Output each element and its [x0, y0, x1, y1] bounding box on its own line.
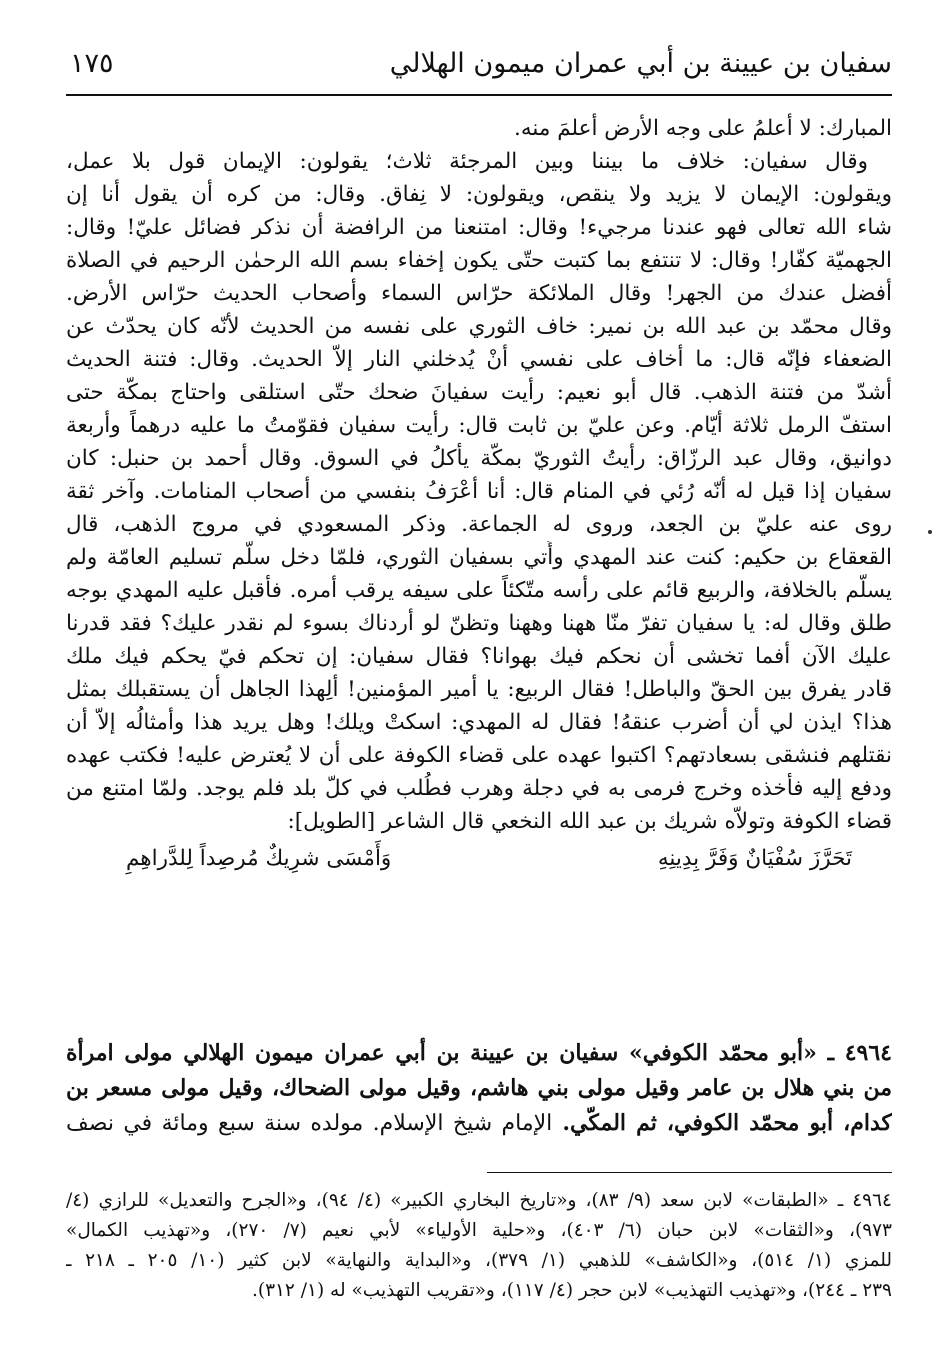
- text-line: الضعفاء فإنّه قال: ما أخاف على نفسي أنْ يُدخلني النار إلاّ الحديث. وقال: فتنة الحديث: [66, 347, 892, 372]
- page-header: [66, 40, 892, 90]
- text-line: استفّ الرمل ثلاثة أيّام. وعن عليّ بن ثابت قال: رأيت سفيان فقوّمتُ ما عليه درهماً وأربعة: [66, 413, 892, 438]
- verse-second-hemistich: وَأَمْسَى شرِيكٌ مُرصِداً لِلدَّراهِمِ: [126, 846, 392, 871]
- poetry-verse: [66, 840, 892, 878]
- verse-first-hemistich: تَحَرَّزَ سُفْيَانٌ وَفَرَّ بِدِينِهِ: [657, 846, 852, 871]
- entry-heading-tail: كدام، أبو محمّد الكوفي، ثم المكّي.: [562, 1110, 892, 1136]
- text-line: الجهميّة كفّار! وقال: لا تنتفع بما كتبت حتّى يكون إخفاء بسم الله الرحمٰن الرحيم في الصلاة: [66, 248, 892, 273]
- text-line: المبارك: لا أعلمُ على وجه الأرض أعلمَ منه.: [514, 116, 892, 141]
- text-line: هذا؟ ايذن لي أن أضرب عنقهُ! فقال له المهدي: اسكتْ ويلك! وهل يريد هذا وأمثالُه إلاّ أن: [66, 710, 892, 735]
- page-number: ١٧٥: [70, 48, 114, 79]
- text-line: وقال سفيان: خلاف ما بيننا وبين المرجئة ثلاث؛ يقولون: الإيمان قول بلا عمل،: [66, 149, 868, 174]
- running-title: سفيان بن عيينة بن أبي عمران ميمون الهلالي: [389, 48, 892, 79]
- text-line: يسلّم بالخلافة، والربيع قائم على رأسه متّكئاً على سيفه يرقب أمره. فأقبل عليه المهدي بوجه: [66, 578, 892, 603]
- text-line: وقال محمّد بن عبد الله بن نمير: خاف الثوري على نفسه من الحديث لأنّه كان يحدّث عن: [66, 314, 892, 339]
- entry-line: [66, 1106, 892, 1141]
- text-line: قادر يفرق بين الحقّ والباطل! فقال الربيع: يا أمير المؤمنين! ألِهذا الجاهل أن يستقبلك بمثل: [66, 677, 892, 702]
- text-line: سفيان إذا قيل له أنّه رُئي في المنام قال: أنا أعْرَفُ بنفسي من أصحاب المنامات. وآخر ثقة: [66, 479, 892, 504]
- text-line: طلق وقال له: يا سفيان تفرّ منّا ههنا وههنا وتظنّ لو أردناك بسوء لم نقدر عليك؟ فقد قدرنا: [66, 611, 892, 636]
- text-line: أشدّ من فتنة الذهب. قال أبو نعيم: رأيت سفيانَ ضحك حتّى استلقى واحتاج بمكّة حتى: [66, 380, 892, 405]
- text-line: ويقولون: الإيمان لا يزيد ولا ينقص، ويقولون: لا نِفاق. وقال: من كره أن يقول أنا إن: [66, 182, 892, 207]
- entry-text: الإمام شيخ الإسلام. مولده سنة سبع ومائة في نصف: [66, 1111, 553, 1136]
- entry-line: من بني هلال بن عامر وقيل مولى بني هاشم، وقيل مولى الضحاك، وقيل مولى مسعر بن: [66, 1075, 892, 1101]
- footnote-line: للمزي (١/ ٥١٤)، و«الكاشف» للذهبي (١/ ٣٧٩)، و«البداية والنهاية» لابن كثير (١٠/ ٢٠٥ ـ ٢١٨ ـ: [66, 1250, 892, 1271]
- header-rule: [66, 94, 892, 96]
- text-line: روى عنه عليّ بن الجعد، وروى له الجماعة. وذكر المسعودي في مروج الذهب، قال: [66, 512, 892, 537]
- text-line: ودفع إليه فأخذه وخرج فرمى به في دجلة وهرب فطُلب في كلّ بلد فلم يوجد. ولمّا امتنع من: [66, 776, 892, 801]
- margin-dot: [928, 530, 932, 534]
- footnote-rule: [487, 1172, 892, 1173]
- text-line: أفضل عندك من الجهر! وقال الملائكة حرّاس السماء وأصحاب الحديث حرّاس الأرض.: [66, 281, 892, 306]
- biography-entry: [66, 1036, 892, 1141]
- footnote-line: ٩٧٣)، و«الثقات» لابن حبان (٦/ ٤٠٣)، و«حلية الأولياء» لأبي نعيم (٧/ ٢٧٠)، و«تهذيب الكمال»: [66, 1220, 892, 1241]
- text-line: شاء الله تعالى فهو عندنا مرجيء! وقال: امتنعنا من الرافضة أن نذكر فضائل عليّ! وقال:: [66, 215, 892, 240]
- footnote-line: ٢٣٩ ـ ٢٤٤)، و«تهذيب التهذيب» لابن حجر (٤/ ١١٧)، و«تقريب التهذيب» له (١/ ٣١٢).: [251, 1280, 892, 1301]
- footnote-line: ٤٩٦٤ ـ «الطبقات» لابن سعد (٩/ ٨٣)، و«تاريخ البخاري الكبير» (٤/ ٩٤)، و«الجرح والتعديل» للرازي (٤/: [66, 1190, 892, 1211]
- text-line: نقتلهم فنشقى بسعادتهم؟ اكتبوا عهده على قضاء الكوفة على أن لا يُعترض عليه! فكتب عهده: [66, 743, 892, 768]
- entry-line: ٤٩٦٤ ـ «أبو محمّد الكوفي» سفيان بن عيينة بن أبي عمران ميمون الهلالي مولى امرأة: [66, 1040, 892, 1066]
- text-line: قضاء الكوفة وتولاّه شريك بن عبد الله النخعي قال الشاعر [الطويل]:: [287, 809, 892, 834]
- text-line: عليك الآن أفما تخشى أن نحكم فيك بهوانا؟ فقال سفيان: إن تحكم فيّ يحكم فيك ملك: [66, 644, 892, 669]
- footnotes: [66, 1186, 892, 1306]
- text-line: القعقاع بن حكيم: كنت عند المهدي وأُتي بسفيان الثوري، فلمّا دخل سلّم تسليم العامّة ولم: [66, 545, 892, 570]
- main-text: [66, 112, 892, 992]
- text-line: دوانيق، وقال عبد الرزّاق: رأيتُ الثوريّ بمكّة يأكلُ في السوق. وقال أحمد بن حنبل: كان: [66, 446, 892, 471]
